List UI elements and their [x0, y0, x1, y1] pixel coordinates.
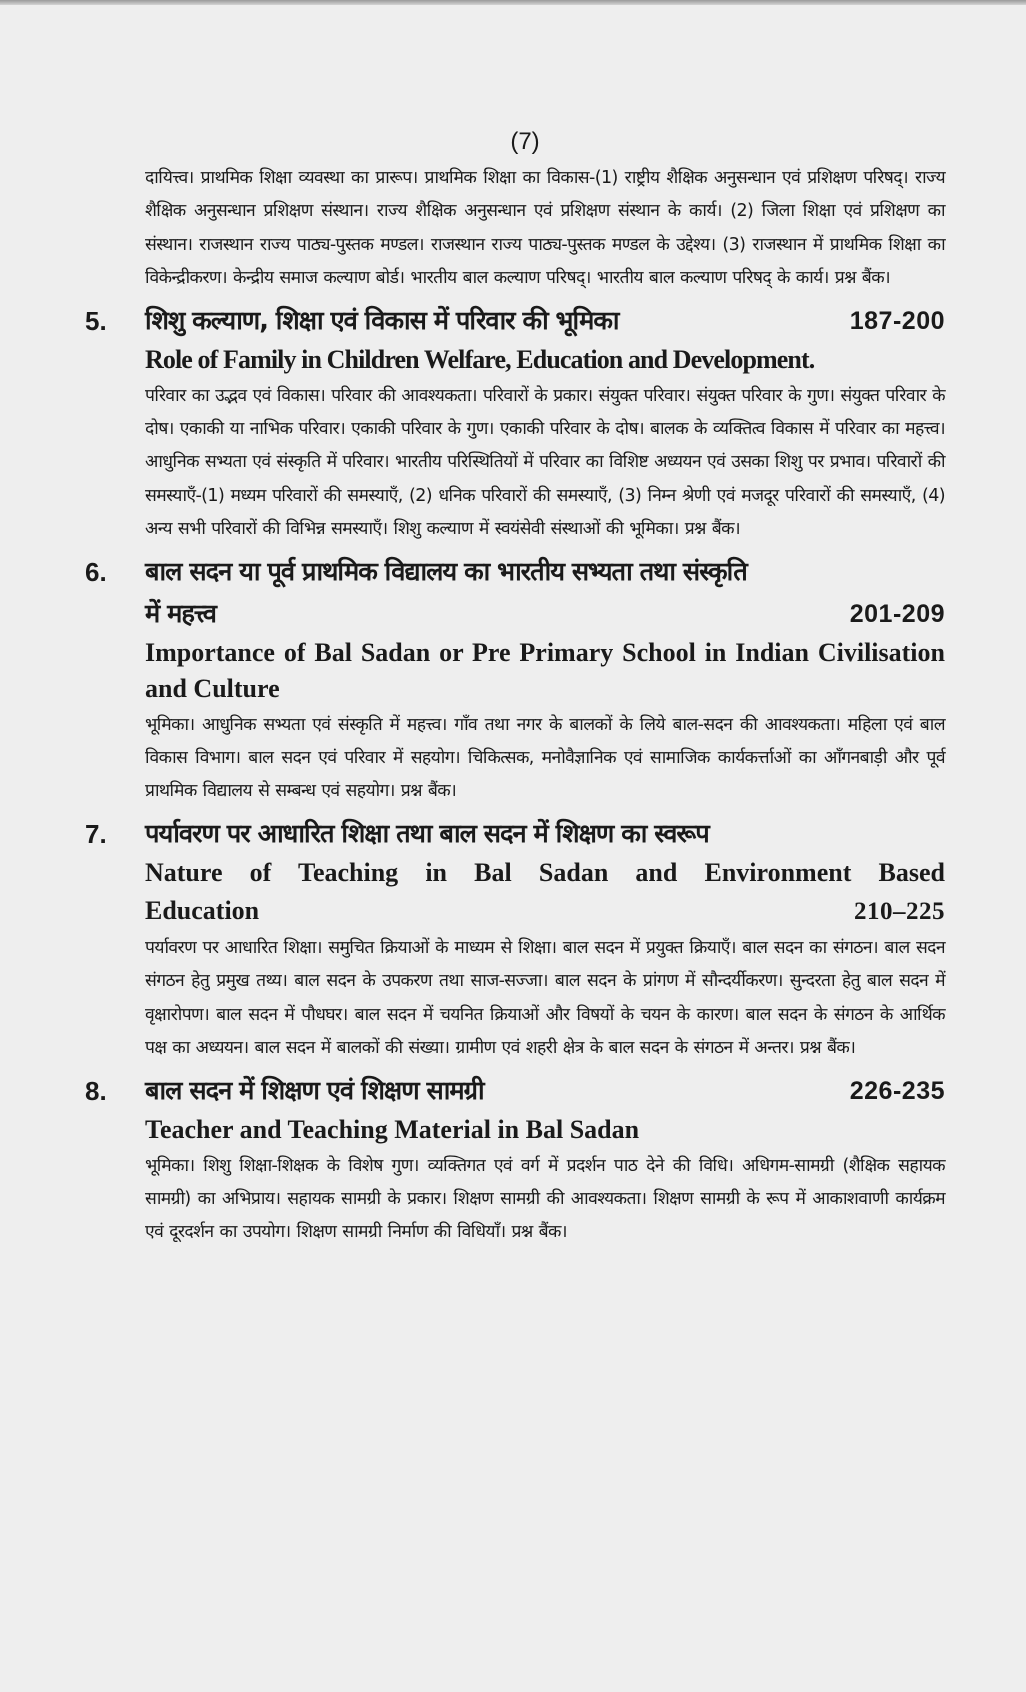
chapter-contents: परिवार का उद्भव एवं विकास। परिवार की आवश्यकता। परिवारों के प्रकार। संयुक्त परिवार। संयुक्त परिवार के गुण। संयुक्त परिवार के दोष। एकाकी या नाभिक परिवार। एकाकी परिवार के गुण। एकाकी परिवार के दोष। बालक के व्यक्तित्व विकास में परिवार का महत्त्व। आधुनिक सभ्यता एवं संस्कृति में परिवार। भारतीय परिस्थितियों में परिवार का विशिष्ट अध्ययन एवं उसका शिशु पर प्रभाव। परिवारों की समस्याएँ-(1) मध्यम परिवारों की समस्याएँ, (2) धनिक परिवारों की समस्याएँ, (3) निम्न श्रेणी एवं मजदूर परिवारों की समस्याएँ, (4) अन्य सभी परिवारों की विभिन्न समस्याएँ। शिशु कल्याण में स्वयंसेवी संस्थाओं की भूमिका। प्रश्न बैंक।: [145, 385, 945, 540]
page-number: (7): [510, 128, 540, 155]
book-contents-page: [85, 128, 945, 1250]
chapter-8: [85, 1070, 945, 1250]
chapter-5: [85, 300, 945, 547]
chapter-title-english-line2: Education: [145, 895, 260, 925]
chapter-title-hindi-text: बाल सदन में शिक्षण एवं शिक्षण सामग्री: [145, 1075, 484, 1106]
chapter-pages: 226-235: [849, 1076, 945, 1105]
chapter-title-hindi: पर्यावरण पर आधारित शिक्षा तथा बाल सदन में शिक्षण का स्वरूप: [145, 818, 709, 849]
chapter-title-english-line1: Nature of Teaching in Bal Sadan and Environment Based: [145, 857, 945, 887]
chapter-title-english: Teacher and Teaching Material in Bal Sadan: [145, 1114, 640, 1144]
chapter-pages: 210–225: [854, 897, 945, 925]
chapter-pages: 201-209: [849, 599, 945, 628]
chapter-6: [85, 551, 945, 809]
chapter-title-hindi-line1: बाल सदन या पूर्व प्राथमिक विद्यालय का भारतीय सभ्यता तथा संस्कृति: [145, 556, 747, 587]
chapter-title-hindi-text: शिशु कल्याण, शिक्षा एवं विकास में परिवार की भूमिका: [145, 305, 619, 336]
chapter-title-hindi: [145, 1070, 945, 1112]
chapter-7: [85, 813, 945, 1066]
chapter-title-english: Importance of Bal Sadan or Pre Primary School in Indian Civilisation and Culture: [145, 637, 945, 703]
chapter-number: 8.: [85, 1075, 107, 1106]
chapter-number: 6.: [85, 556, 107, 587]
chapter-contents: पर्यावरण पर आधारित शिक्षा। समुचित क्रियाओं के माध्यम से शिक्षा। बाल सदन में प्रयुक्त क्रियाएँ। बाल सदन का संगठन। बाल सदन संगठन हेतु प्रमुख तथ्य। बाल सदन के उपकरण तथा साज-सज्जा। बाल सदन के प्रांगण में सौन्दर्यीकरण। सुन्दरता हेतु बाल सदन में वृक्षारोपण। बाल सदन में पौधघर। बाल सदन में चयनित क्रियाओं और विषयों के चयन के कारण। बाल सदन के संगठन के आर्थिक पक्ष का अध्ययन। बाल सदन में बालकों की संख्या। ग्रामीण एवं शहरी क्षेत्र के बाल सदन के संगठन में अन्तर। प्रश्न बैंक।: [145, 937, 945, 1059]
chapter-title-hindi-line2-row: [145, 593, 945, 635]
chapter-title-english-line2-row: [145, 893, 945, 930]
chapter-title-english: Role of Family in Children Welfare, Education and Development.: [145, 344, 815, 374]
intro-paragraph: दायित्त्व। प्राथमिक शिक्षा व्यवस्था का प्रारूप। प्राथमिक शिक्षा का विकास-(1) राष्ट्रीय शैक्षिक अनुसन्धान एवं प्रशिक्षण परिषद्। राज्य शैक्षिक अनुसन्धान प्रशिक्षण संस्थान। राज्य शैक्षिक अनुसन्धान एवं प्रशिक्षण संस्थान के कार्य। (2) जिला शिक्षा एवं प्रशिक्षण का संस्थान। राजस्थान राज्य पाठ्य-पुस्तक मण्डल। राजस्थान राज्य पाठ्य-पुस्तक मण्डल के उद्देश्य। (3) राजस्थान में प्राथमिक शिक्षा का विकेन्द्रीकरण। केन्द्रीय समाज कल्याण बोर्ड। भारतीय बाल कल्याण परिषद्। भारतीय बाल कल्याण परिषद् के कार्य। प्रश्न बैंक।: [145, 168, 945, 289]
chapter-contents: भूमिका। शिशु शिक्षा-शिक्षक के विशेष गुण। व्यक्तिगत एवं वर्ग में प्रदर्शन पाठ देने की विधि। अधिगम-सामग्री (शैक्षिक सहायक सामग्री) का अभिप्राय। सहायक सामग्री के प्रकार। शिक्षण सामग्री की आवश्यकता। शिक्षण सामग्री के रूप में आकाशवाणी कार्यक्रम एवं दूरदर्शन का उपयोग। शिक्षण सामग्री निर्माण की विधियाँ। प्रश्न बैंक।: [145, 1155, 945, 1243]
chapter-title-hindi: [145, 300, 945, 342]
chapter-number: 7.: [85, 818, 107, 849]
page-top-edge: [0, 0, 1026, 5]
chapter-title-hindi-line2: में महत्त्व: [145, 598, 216, 629]
chapter-contents: भूमिका। आधुनिक सभ्यता एवं संस्कृति में महत्त्व। गाँव तथा नगर के बालकों के लिये बाल-सदन की आवश्यकता। महिला एवं बाल विकास विभाग। बाल सदन एवं परिवार में सहयोग। चिकित्सक, मनोवैज्ञानिक एवं सामाजिक कार्यकर्त्ताओं का आँगनबाड़ी और पूर्व प्राथमिक विद्यालय से सम्बन्ध एवं सहयोग। प्रश्न बैंक।: [145, 714, 945, 802]
chapter-number: 5.: [85, 305, 107, 336]
chapter-pages: 187-200: [849, 306, 945, 335]
